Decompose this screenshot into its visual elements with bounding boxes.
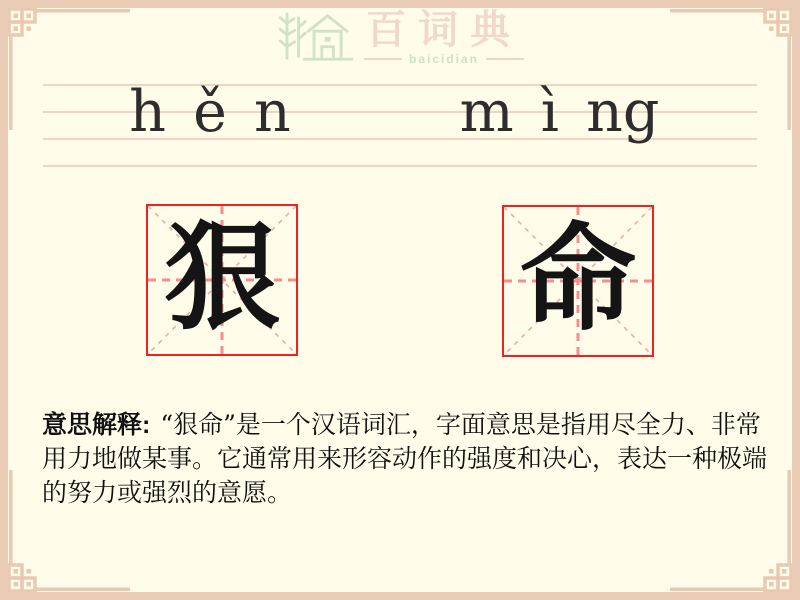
definition-line-1: “狠命”是一个汉语词汇，字面意思是指用尽全力、非常 — [160, 410, 761, 439]
hanzi-grid-box-2[interactable] — [502, 205, 654, 357]
pavilion-bamboo-icon — [276, 8, 356, 66]
definition-block — [42, 408, 768, 510]
pinyin-word-2: m ì ng — [459, 79, 660, 145]
pinyin-word-1: h ě n — [129, 79, 291, 145]
app-logo-subtitle: baicidian — [408, 52, 480, 66]
definition-line-3: 的努力或强烈的意愿。 — [42, 478, 293, 507]
definition-line-2: 用力地做某事。它通常用来形容动作的强度和决心，表达一种极端 — [42, 444, 768, 473]
logo-dash-right — [486, 58, 524, 60]
hanzi-character-1: 狠 — [164, 216, 280, 344]
definition-label: 意思解释: — [42, 411, 151, 439]
logo-dash-left — [364, 58, 402, 60]
app-logo[interactable] — [276, 8, 524, 66]
hanzi-grid-box-1[interactable] — [146, 204, 298, 356]
hanzi-character-2: 命 — [520, 217, 636, 345]
pinyin-rule-line — [43, 165, 757, 167]
app-logo-title: 百词典 — [365, 6, 522, 53]
